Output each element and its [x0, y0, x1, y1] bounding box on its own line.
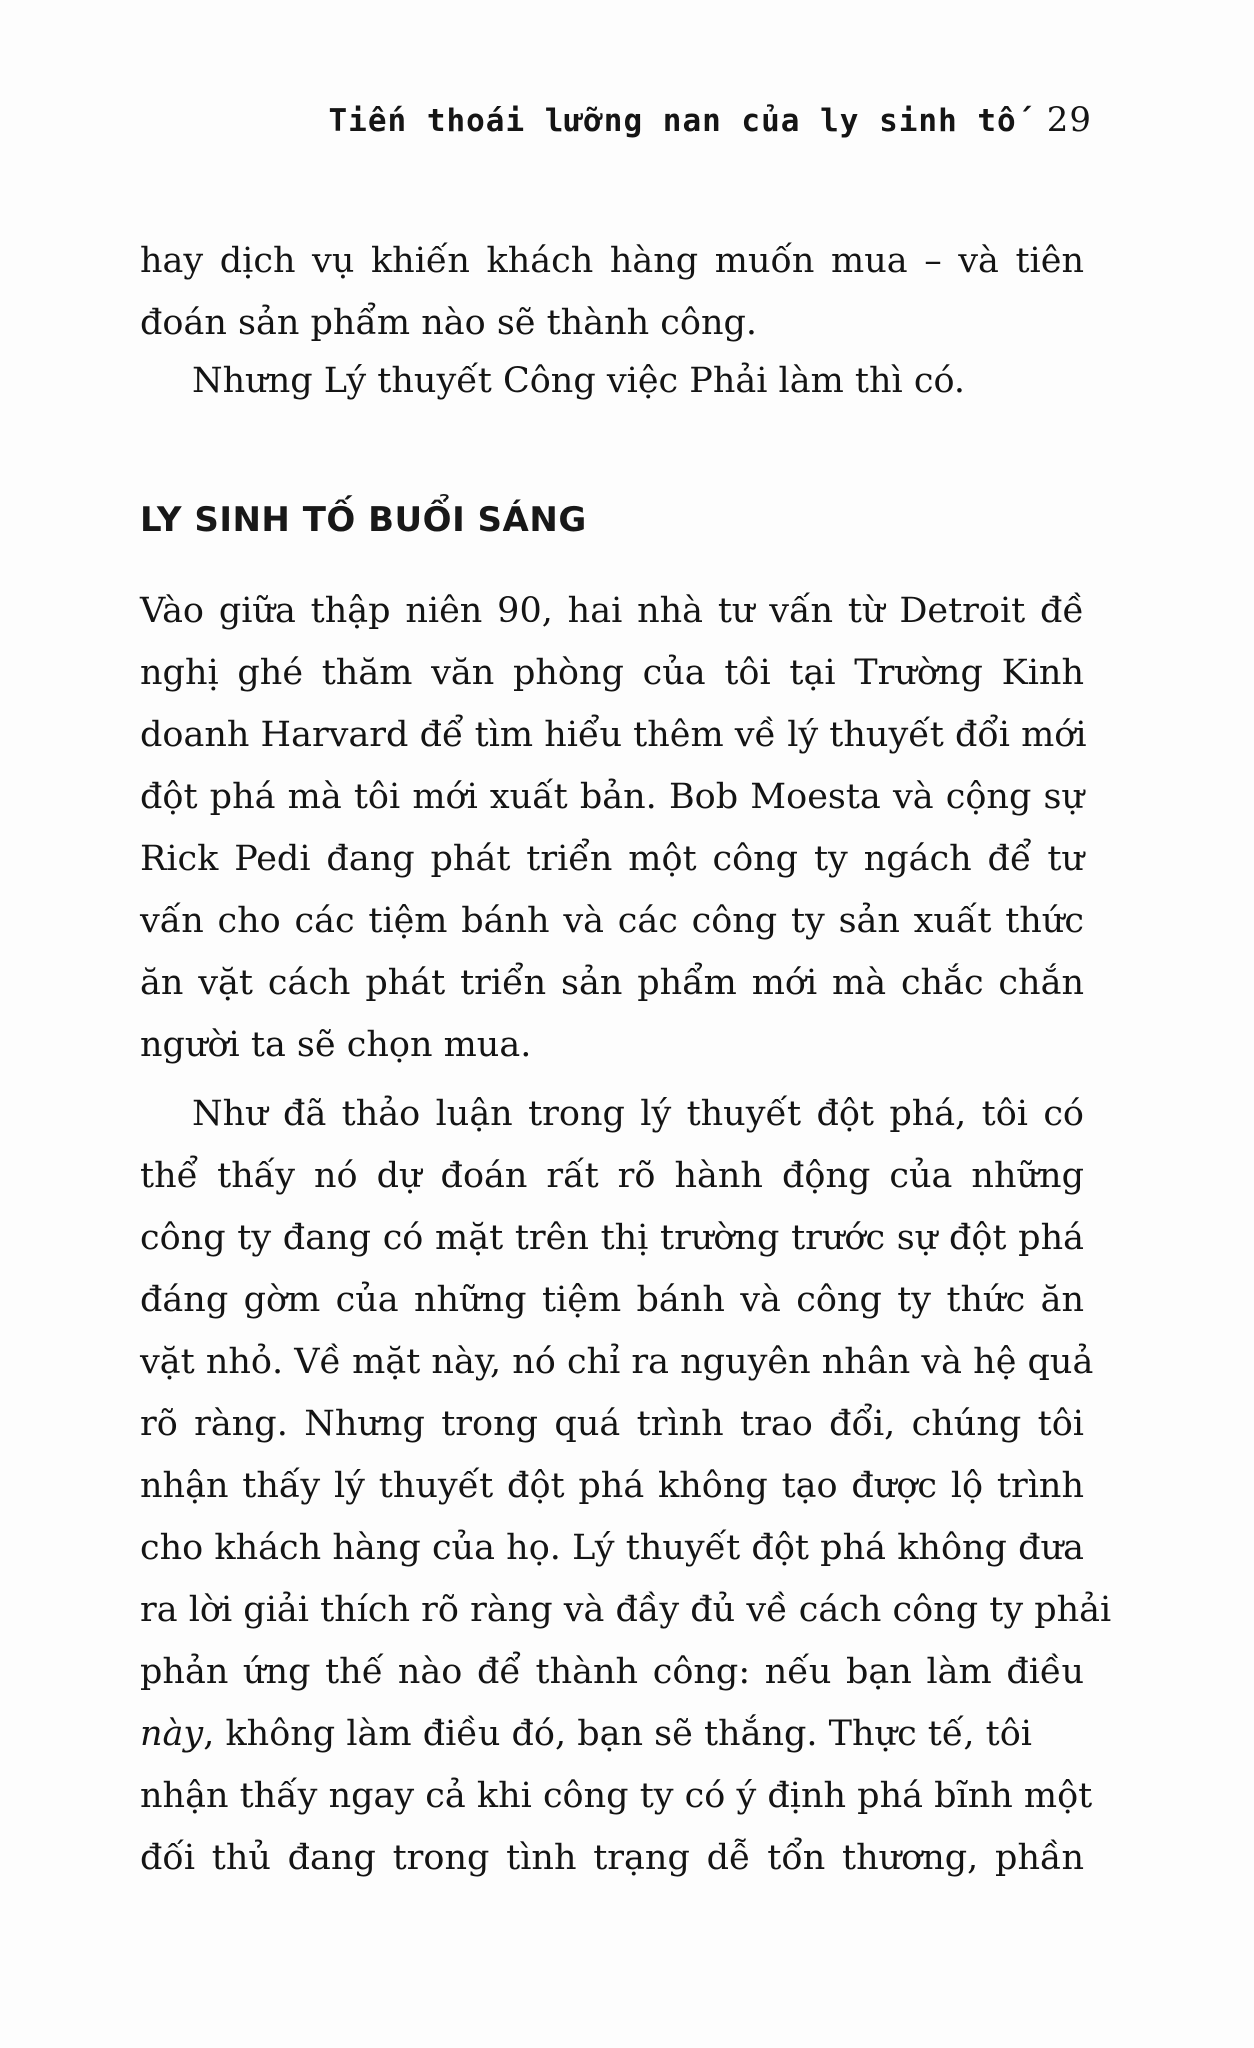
paragraph-1: [140, 580, 1087, 1076]
section-heading: LY SINH TỐ BUỔI SÁNG: [140, 500, 587, 540]
text-line: phản ứng thế nào để thành công: nếu bạn làm điều: [140, 1652, 1084, 1692]
text-line: đột phá mà tôi mới xuất bản. Bob Moesta và cộng sự: [140, 777, 1084, 817]
text-line: nhận thấy lý thuyết đột phá không tạo được lộ trình: [140, 1466, 1084, 1506]
text-line: nhận thấy ngay cả khi công ty có ý định phá bĩnh một: [140, 1776, 1093, 1816]
line-remainder: , không làm điều đó, bạn sẽ thắng. Thực tế, tôi: [203, 1714, 1032, 1754]
text-line: Rick Pedi đang phát triển một công ty ngách để tư: [140, 839, 1084, 879]
text-line: đối thủ đang trong tình trạng dễ tổn thương, phần: [140, 1838, 1084, 1878]
paragraph-2: [140, 1083, 1112, 1889]
text-line: nghị ghé thăm văn phòng của tôi tại Trường Kinh: [140, 653, 1084, 693]
text-line: Vào giữa thập niên 90, hai nhà tư vấn từ Detroit đề: [140, 591, 1084, 631]
text-line: ăn vặt cách phát triển sản phẩm mới mà chắc chắn: [140, 963, 1084, 1003]
running-header: [329, 100, 1093, 140]
text-line: người ta sẽ chọn mua.: [140, 1025, 532, 1065]
text-line: vấn cho các tiệm bánh và các công ty sản xuất thức: [140, 901, 1084, 941]
text-line: vặt nhỏ. Về mặt này, nó chỉ ra nguyên nhân và hệ quả: [140, 1342, 1094, 1382]
text-line: thể thấy nó dự đoán rất rõ hành động của những: [140, 1156, 1084, 1196]
running-title: Tiến thoái lưỡng nan của ly sinh tố: [328, 103, 1017, 139]
page-number: 29: [1046, 100, 1092, 140]
text-line: công ty đang có mặt trên thị trường trước sự đột phá: [140, 1218, 1084, 1258]
text-line-with-italic: [140, 1703, 1084, 1765]
text-line: đoán sản phẩm nào sẽ thành công.: [140, 303, 758, 343]
text-line: rõ ràng. Nhưng trong quá trình trao đổi, chúng tôi: [140, 1404, 1084, 1444]
text-line: ra lời giải thích rõ ràng và đầy đủ về cách công ty phải: [140, 1590, 1112, 1630]
text-line: cho khách hàng của họ. Lý thuyết đột phá không đưa: [140, 1528, 1084, 1568]
text-line: doanh Harvard để tìm hiểu thêm về lý thuyết đổi mới: [140, 715, 1087, 755]
continued-paragraph: [140, 230, 1084, 354]
italic-word: này: [140, 1714, 204, 1754]
text-line: đáng gờm của những tiệm bánh và công ty thức ăn: [140, 1280, 1084, 1320]
text-line: hay dịch vụ khiến khách hàng muốn mua – và tiên: [140, 241, 1084, 281]
text-line: Như đã thảo luận trong lý thuyết đột phá, tôi có: [192, 1094, 1084, 1134]
short-paragraph: [140, 350, 1084, 412]
text-line: Nhưng Lý thuyết Công việc Phải làm thì có.: [192, 361, 966, 401]
